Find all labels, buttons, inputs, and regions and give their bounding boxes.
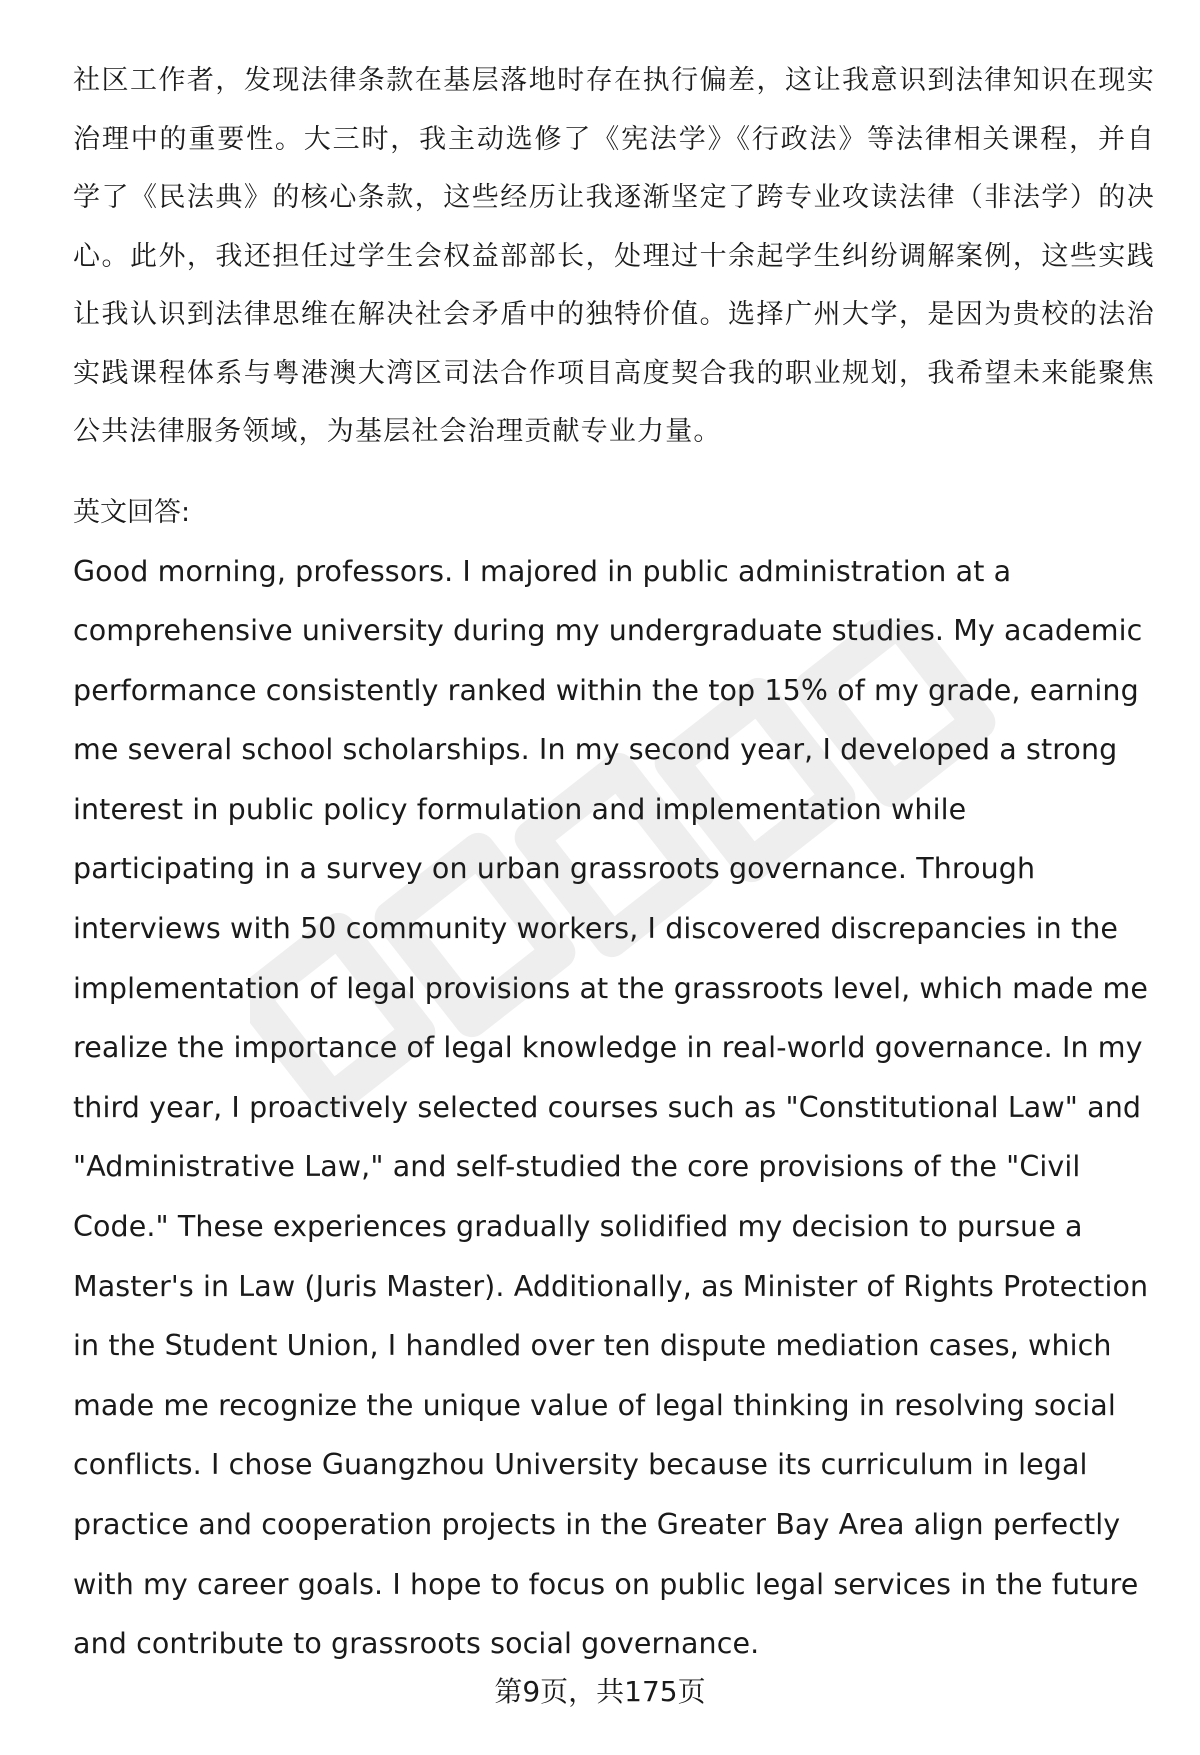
page-number-footer: 第9页，共175页 bbox=[494, 1675, 706, 1708]
english-answer-label: 英文回答: bbox=[73, 496, 191, 528]
chinese-answer-paragraph: 社区工作者，发现法律条款在基层落地时存在执行偏差，这让我意识到法律知识在现实治理中的重要性。大三时，我主动选修了《宪法学》《行政法》等法律相关课程，并自学了《民法典》的核心条款，这些经历让我逐渐坚定了跨专业攻读法律（非法学）的决心。此外，我还担任过学生会权益部部长，处理过十余起学生纠纷调解案例，这些实践让我认识到法律思维在解决社会矛盾中的独特价值。选择广州大学，是因为贵校的法治实践课程体系与粤港澳大湾区司法合作项目高度契合我的职业规划，我希望未来能聚焦公共法律服务领域，为基层社会治理贡献专业力量。 bbox=[73, 65, 1155, 447]
english-answer-paragraph: Good morning, professors. I majored in public administration at a comprehensive university during my undergraduate studies. My academic performance consistently ranked within the top 15% of my grade, earning me several school scholarships. In my second year, I developed a strong interest in public policy formulation and implementation while participating in a survey on urban grassroots governance. Through interviews with 50 community workers, I discovered discrepancies in the implementation of legal provisions at the grassroots level, which made me realize the importance of legal knowledge in real-world governance. In my third year, I proactively selected courses such as "Constitutional Law" and "Administrative Law," and self-studied the core provisions of the "Civil Code." These experiences gradually solidified my decision to pursue a Master's in Law (Juris Master). Additionally, as Minister of Rights Protection in the Student Union, I handled over ten dispute mediation cases, which made me recognize the unique value of legal thinking in resolving social conflicts. I chose Guangzhou University because its curriculum in legal practice and cooperation projects in the Greater Bay Area align perfectly with my career goals. I hope to focus on public legal services in the future and contribute to grassroots social governance. bbox=[73, 554, 1149, 1661]
document-body bbox=[73, 52, 1155, 1674]
